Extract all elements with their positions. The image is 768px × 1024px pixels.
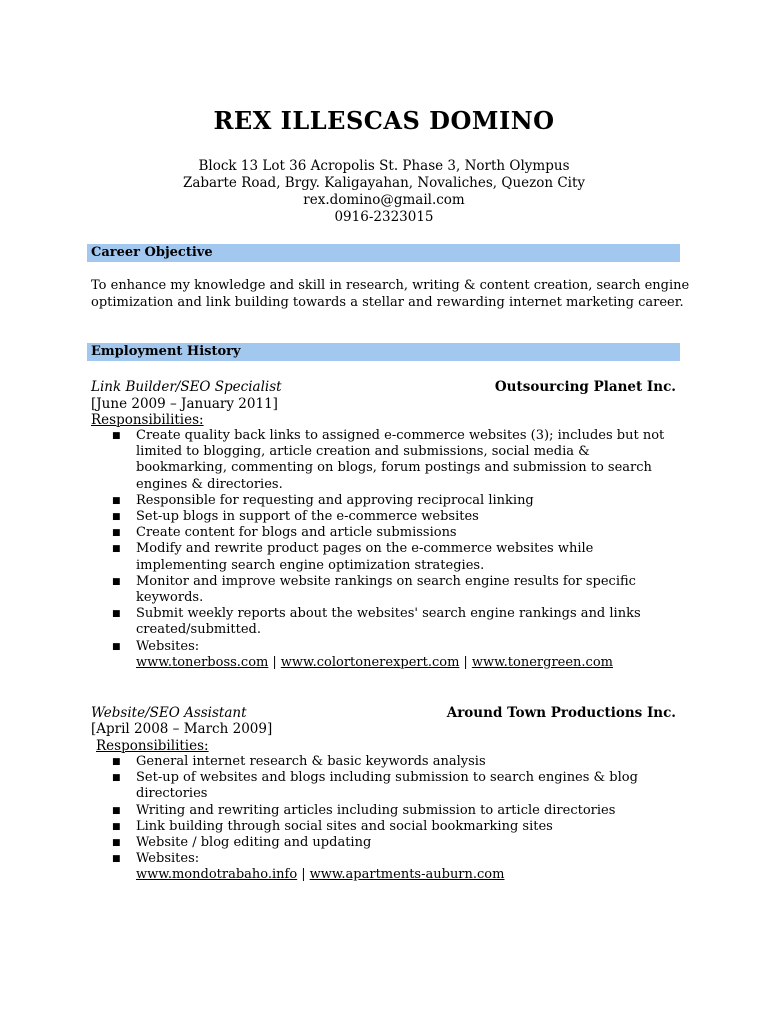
list-item: ■ General internet research & basic keywords analysis [112,754,486,769]
list-item: ■ Set-up blogs in support of the e-commerce websites [112,509,479,525]
job-title: Link Builder/SEO Specialist [91,379,282,395]
bullet-icon: ■ [112,576,121,587]
bullet-icon: ■ [112,641,121,652]
section-heading-employment: Employment History [87,343,680,361]
section-heading-objective: Career Objective [87,244,680,262]
list-item: ■ Link building through social sites and social bookmarking sites [112,818,553,834]
website-link[interactable]: www.tonergreen.com [471,654,613,670]
responsibilities-label: Responsibilities: [96,738,209,754]
bullet-icon: ■ [112,757,121,767]
company-name: Around Town Productions Inc. [446,705,676,721]
list-item: ■ Websites: www.mondotrabaho.info | www.apartments-auburn.com [112,851,682,883]
website-link[interactable]: www.colortonerexpert.com [280,654,460,670]
list-item: ■ Set-up of websites and blogs including submission to search engines & blog directories [112,770,638,802]
objective-text: To enhance my knowledge and skill in research, writing & content creation, search engine optimization and link building towards a stellar and rewarding internet marketing career. [91,278,690,310]
websites-list: www.tonerboss.com | www.colortonerexpert.com | www.tonergreen.com [136,654,613,670]
bullet-icon: ■ [112,805,121,816]
bullet-icon: ■ [112,821,121,832]
list-item: ■ Writing and rewriting articles including submission to article directories [112,802,616,818]
bullet-icon: ■ [112,854,121,865]
candidate-name: REX ILLESCAS DOMINO [213,106,555,135]
job-dates: [April 2008 – March 2009] [91,721,273,737]
bullet-icon: ■ [112,773,121,784]
website-link[interactable]: www.apartments-auburn.com [309,867,505,883]
website-link[interactable]: www.tonerboss.com [136,654,269,670]
address-line-2: Zabarte Road, Brgy. Kaligayahan, Novaliches, Quezon City [182,175,586,191]
website-link[interactable]: www.mondotrabaho.info [136,867,298,883]
bullet-icon: ■ [112,528,121,539]
email: rex.domino@gmail.com [303,192,465,208]
list-item: ■ Submit weekly reports about the websites' search engine rankings and links created/submitted. [112,606,641,638]
responsibilities-list [112,754,682,884]
responsibilities-label: Responsibilities: [91,412,204,428]
bullet-icon: ■ [112,609,121,620]
list-item: ■ Create quality back links to assigned e-commerce websites (3); includes but not limited to blogging, article creation and submissions, social media & bookmarking, commenting on blogs, forum postings and submission to search engines & directories. [112,428,665,492]
websites-list: www.mondotrabaho.info | www.apartments-auburn.com [136,867,505,883]
bullet-icon: ■ [112,431,121,441]
bullet-icon: ■ [112,495,121,506]
list-item: ■ Websites: www.tonerboss.com | www.colortonerexpert.com | www.tonergreen.com [112,639,682,671]
responsibilities-list [112,428,682,671]
list-item: ■ Create content for blogs and article submissions [112,525,457,541]
list-item: ■ Modify and rewrite product pages on the e-commerce websites while implementing search engine optimization strategies. [112,541,594,573]
bullet-icon: ■ [112,512,121,523]
job-dates: [June 2009 – January 2011] [91,396,278,412]
list-item: ■ Website / blog editing and updating [112,835,372,851]
job-header [91,379,676,396]
company-name: Outsourcing Planet Inc. [494,379,676,395]
list-item: ■ Responsible for requesting and approving reciprocal linking [112,492,534,508]
job-header [91,705,676,722]
list-item: ■ Monitor and improve website rankings on search engine results for specific keywords. [112,573,636,606]
address-line-1: Block 13 Lot 36 Acropolis St. Phase 3, North Olympus [198,158,570,174]
bullet-icon: ■ [112,838,121,849]
bullet-icon: ■ [112,544,121,555]
phone: 0916-2323015 [334,209,434,225]
contact-block [0,158,768,226]
job-title: Website/SEO Assistant [91,705,247,721]
